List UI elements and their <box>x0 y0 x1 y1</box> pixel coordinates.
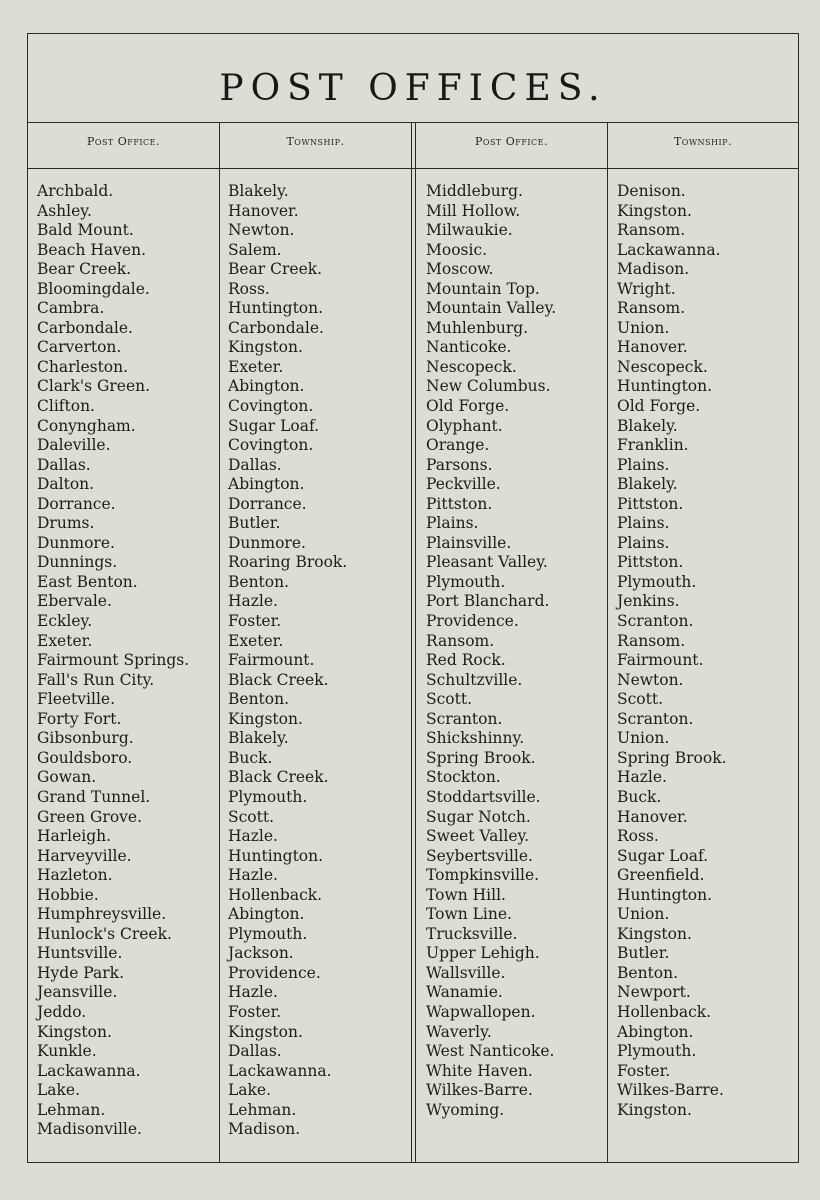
township-entry: Hanover. <box>617 807 688 826</box>
township-entry: Plains. <box>617 455 670 474</box>
township-entry: Ransom. <box>617 221 686 240</box>
township-entry: Exeter. <box>228 631 284 650</box>
township-entry: Black Creek. <box>228 768 329 787</box>
township-entry: Covington. <box>228 436 314 455</box>
post-office-entry: Sugar Notch. <box>426 807 531 826</box>
post-office-entry: Plainsville. <box>426 533 512 552</box>
township-entry: Blakely. <box>617 475 678 494</box>
post-office-entry: Carbondale. <box>37 318 133 337</box>
header-post-office-1: Post Office. <box>86 135 160 148</box>
post-office-entry: Milwaukie. <box>426 221 513 240</box>
township-entry: Huntington. <box>228 299 324 318</box>
post-office-entry: Town Line. <box>426 905 512 924</box>
township-entry: Ransom. <box>617 631 686 650</box>
post-office-entry: Moosic. <box>426 240 488 259</box>
post-office-entry: West Nanticoke. <box>426 1042 555 1061</box>
post-office-entry: Plymouth. <box>426 572 506 591</box>
township-entry: Scott. <box>617 690 664 709</box>
township-entry: Dallas. <box>228 455 282 474</box>
post-office-entry: Scott. <box>426 690 473 709</box>
township-entry: Hazle. <box>228 983 278 1002</box>
township-entry: Dorrance. <box>228 494 307 513</box>
post-office-entry: Green Grove. <box>37 807 143 826</box>
post-office-entry: Pleasant Valley. <box>426 553 548 572</box>
column-divider-3 <box>607 123 608 1163</box>
township-entry: Covington. <box>228 397 314 416</box>
post-office-entry: Nescopeck. <box>426 357 517 376</box>
township-entry: Abington. <box>617 1022 694 1041</box>
township-entry: Sugar Loaf. <box>228 416 320 435</box>
township-entry: Hazle. <box>228 866 278 885</box>
post-office-entry: Old Forge. <box>426 397 510 416</box>
post-office-entry: Wyoming. <box>426 1100 505 1119</box>
township-entry: Abington. <box>228 377 305 396</box>
post-office-entry: Harveyville. <box>37 846 132 865</box>
post-office-entry: Humphreysville. <box>37 905 167 924</box>
post-office-entry: Daleville. <box>37 436 111 455</box>
township-entry: Foster. <box>617 1061 671 1080</box>
township-entry: Kingston. <box>617 1100 692 1119</box>
post-office-entry: East Benton. <box>37 572 138 591</box>
column-divider-1 <box>219 123 220 1163</box>
township-entry: Hanover. <box>228 201 299 220</box>
post-office-entry: Mountain Valley. <box>426 299 557 318</box>
township-entry: Kingston. <box>228 709 303 728</box>
post-office-entry: Red Rock. <box>426 651 506 670</box>
post-office-entry: Kingston. <box>37 1022 112 1041</box>
township-entry: Hanover. <box>617 338 688 357</box>
post-office-entry: Forty Fort. <box>37 709 122 728</box>
post-office-entry: Bald Mount. <box>37 221 134 240</box>
post-office-entry: Ransom. <box>426 631 495 650</box>
post-office-entry: Dorrance. <box>37 494 116 513</box>
post-office-entry: Drums. <box>37 514 95 533</box>
post-office-entry: Fall's Run City. <box>37 670 155 689</box>
post-office-entry: Plains. <box>426 514 479 533</box>
post-office-entry: Clifton. <box>37 397 95 416</box>
township-entry: Black Creek. <box>228 670 329 689</box>
township-entry: Franklin. <box>617 436 689 455</box>
post-office-entry: Tompkinsville. <box>426 866 540 885</box>
post-office-entry: Dalton. <box>37 475 95 494</box>
township-entry: Ransom. <box>617 299 686 318</box>
post-office-entry: Providence. <box>426 612 519 631</box>
township-entry: Kingston. <box>228 1022 303 1041</box>
township-entry: Scott. <box>228 807 275 826</box>
post-office-entry: Fairmount Springs. <box>37 651 190 670</box>
township-entry: Hazle. <box>228 592 278 611</box>
township-entry: Union. <box>617 905 670 924</box>
post-office-entry: Carverton. <box>37 338 122 357</box>
post-office-entry: Trucksville. <box>426 924 518 943</box>
township-entry: Union. <box>617 318 670 337</box>
right-township-column <box>617 182 727 1120</box>
post-office-entry: Hazleton. <box>37 866 113 885</box>
post-office-entry: Grand Tunnel. <box>37 787 151 806</box>
township-entry: Plains. <box>617 533 670 552</box>
township-entry: Butler. <box>617 944 670 963</box>
township-entry: Greenfield. <box>617 866 705 885</box>
post-office-entry: Shickshinny. <box>426 729 525 748</box>
township-entry: Plymouth. <box>228 787 308 806</box>
post-office-entry: Fleetville. <box>37 690 116 709</box>
township-entry: Newport. <box>617 983 691 1002</box>
township-entry: Carbondale. <box>228 318 324 337</box>
post-office-entry: Clark's Green. <box>37 377 151 396</box>
township-entry: Foster. <box>228 612 282 631</box>
township-entry: Ross. <box>617 827 659 846</box>
township-entry: Dallas. <box>228 1042 282 1061</box>
post-office-entry: Olyphant. <box>426 416 503 435</box>
township-entry: Blakely. <box>617 416 678 435</box>
township-entry: Kingston. <box>617 201 692 220</box>
township-entry: Spring Brook. <box>617 748 727 767</box>
post-office-entry: Beach Haven. <box>37 240 146 259</box>
post-office-entry: Huntsville. <box>37 944 123 963</box>
township-entry: Jackson. <box>228 944 294 963</box>
township-entry: Fairmount. <box>228 651 315 670</box>
township-entry: Benton. <box>228 690 290 709</box>
title-rule <box>28 122 798 123</box>
post-office-entry: Spring Brook. <box>426 748 536 767</box>
township-entry: Salem. <box>228 240 282 259</box>
post-office-entry: Waverly. <box>426 1022 492 1041</box>
post-office-entry: Exeter. <box>37 631 93 650</box>
post-office-entry: Nanticoke. <box>426 338 512 357</box>
post-office-entry: Port Blanchard. <box>426 592 550 611</box>
township-entry: Madison. <box>617 260 690 279</box>
township-entry: Jenkins. <box>617 592 680 611</box>
township-entry: Abington. <box>228 475 305 494</box>
post-office-entry: Bear Creek. <box>37 260 132 279</box>
township-entry: Newton. <box>228 221 295 240</box>
post-office-entry: Lehman. <box>37 1100 106 1119</box>
post-office-entry: Bloomingdale. <box>37 279 150 298</box>
header-township-1: Township. <box>286 135 345 148</box>
post-office-entry: Pittston. <box>426 494 493 513</box>
post-office-entry: Hyde Park. <box>37 963 124 982</box>
township-entry: Dunmore. <box>228 533 306 552</box>
left-post-office-column <box>37 182 189 1140</box>
post-office-entry: Gouldsboro. <box>37 748 133 767</box>
post-office-entry: Cambra. <box>37 299 105 318</box>
post-office-entry: Parsons. <box>426 455 493 474</box>
township-entry: Hazle. <box>617 768 667 787</box>
post-office-entry: Madisonville. <box>37 1120 142 1139</box>
post-office-entry: Middleburg. <box>426 182 523 200</box>
column-divider-2b <box>415 123 416 1163</box>
post-office-entry: Orange. <box>426 436 490 455</box>
post-office-entry: White Haven. <box>426 1061 533 1080</box>
township-entry: Buck. <box>228 748 273 767</box>
post-office-entry: Hunlock's Creek. <box>37 924 172 943</box>
post-office-entry: Gibsonburg. <box>37 729 134 748</box>
township-entry: Nescopeck. <box>617 357 708 376</box>
township-entry: Abington. <box>228 905 305 924</box>
post-office-entry: Mountain Top. <box>426 279 540 298</box>
post-office-entry: Charleston. <box>37 357 129 376</box>
post-office-entry: Stoddartsville. <box>426 787 541 806</box>
township-entry: Fairmount. <box>617 651 704 670</box>
header-township-2: Township. <box>673 135 733 148</box>
township-entry: Blakely. <box>228 182 289 200</box>
township-entry: Union. <box>617 729 670 748</box>
township-entry: Blakely. <box>228 729 289 748</box>
township-entry: Huntington. <box>228 846 324 865</box>
township-entry: Huntington. <box>617 377 713 396</box>
township-entry: Plymouth. <box>617 572 697 591</box>
township-entry: Benton. <box>617 963 679 982</box>
post-office-entry: Eckley. <box>37 612 93 631</box>
post-office-entry: New Columbus. <box>426 377 551 396</box>
township-entry: Pittston. <box>617 553 684 572</box>
post-office-entry: Upper Lehigh. <box>426 944 540 963</box>
right-post-office-column <box>426 182 556 1120</box>
left-township-column <box>228 182 347 1140</box>
post-office-entry: Jeansville. <box>37 983 118 1002</box>
township-entry: Foster. <box>228 1002 282 1021</box>
township-entry: Plymouth. <box>228 924 308 943</box>
post-office-entry: Ashley. <box>37 201 92 220</box>
township-entry: Ross. <box>228 279 270 298</box>
township-entry: Kingston. <box>617 924 692 943</box>
post-offices-page <box>27 33 799 1163</box>
post-office-entry: Kunkle. <box>37 1042 97 1061</box>
township-entry: Wright. <box>617 279 676 298</box>
township-entry: Plymouth. <box>617 1042 697 1061</box>
header-rule <box>28 168 798 169</box>
post-office-entry: Mill Hollow. <box>426 201 521 220</box>
township-entry: Huntington. <box>617 885 713 904</box>
township-entry: Kingston. <box>228 338 303 357</box>
post-office-entry: Sweet Valley. <box>426 827 530 846</box>
township-entry: Madison. <box>228 1120 301 1139</box>
township-entry: Hollenback. <box>228 885 323 904</box>
post-office-entry: Scranton. <box>426 709 503 728</box>
post-office-entry: Lackawanna. <box>37 1061 141 1080</box>
township-entry: Wilkes-Barre. <box>617 1081 724 1100</box>
post-office-entry: Conyngham. <box>37 416 136 435</box>
township-entry: Plains. <box>617 514 670 533</box>
post-office-entry: Wilkes-Barre. <box>426 1081 533 1100</box>
township-entry: Lake. <box>228 1081 272 1100</box>
township-entry: Hazle. <box>228 827 278 846</box>
township-entry: Old Forge. <box>617 397 701 416</box>
post-office-entry: Hobbie. <box>37 885 99 904</box>
post-office-entry: Dallas. <box>37 455 91 474</box>
post-office-entry: Gowan. <box>37 768 97 787</box>
post-office-entry: Wallsville. <box>426 963 506 982</box>
post-office-entry: Archbald. <box>37 182 114 200</box>
post-office-entry: Stockton. <box>426 768 501 787</box>
post-office-entry: Town Hill. <box>426 885 506 904</box>
township-entry: Bear Creek. <box>228 260 323 279</box>
township-entry: Newton. <box>617 670 684 689</box>
post-office-entry: Schultzville. <box>426 670 523 689</box>
township-entry: Providence. <box>228 963 321 982</box>
post-office-entry: Dunmore. <box>37 533 115 552</box>
township-entry: Lackawanna. <box>228 1061 332 1080</box>
post-office-entry: Seybertsville. <box>426 846 533 865</box>
township-entry: Roaring Brook. <box>228 553 348 572</box>
post-office-entry: Lake. <box>37 1081 81 1100</box>
post-office-entry: Dunnings. <box>37 553 118 572</box>
post-office-entry: Ebervale. <box>37 592 112 611</box>
township-entry: Butler. <box>228 514 281 533</box>
header-post-office-2: Post Office. <box>474 135 548 148</box>
column-divider-2a <box>411 123 412 1163</box>
township-entry: Exeter. <box>228 357 284 376</box>
post-office-entry: Peckville. <box>426 475 501 494</box>
page-title: POST OFFICES. <box>219 68 607 109</box>
township-entry: Benton. <box>228 572 290 591</box>
township-entry: Pittston. <box>617 494 684 513</box>
township-entry: Buck. <box>617 787 662 806</box>
township-entry: Scranton. <box>617 612 694 631</box>
post-office-entry: Wanamie. <box>426 983 503 1002</box>
post-office-entry: Jeddo. <box>37 1002 87 1021</box>
post-office-entry: Moscow. <box>426 260 494 279</box>
post-office-entry: Muhlenburg. <box>426 318 529 337</box>
township-entry: Sugar Loaf. <box>617 846 709 865</box>
township-entry: Lackawanna. <box>617 240 721 259</box>
township-entry: Hollenback. <box>617 1002 712 1021</box>
post-office-entry: Wapwallopen. <box>426 1002 536 1021</box>
township-entry: Denison. <box>617 182 686 200</box>
township-entry: Scranton. <box>617 709 694 728</box>
post-office-entry: Harleigh. <box>37 827 112 846</box>
township-entry: Lehman. <box>228 1100 297 1119</box>
